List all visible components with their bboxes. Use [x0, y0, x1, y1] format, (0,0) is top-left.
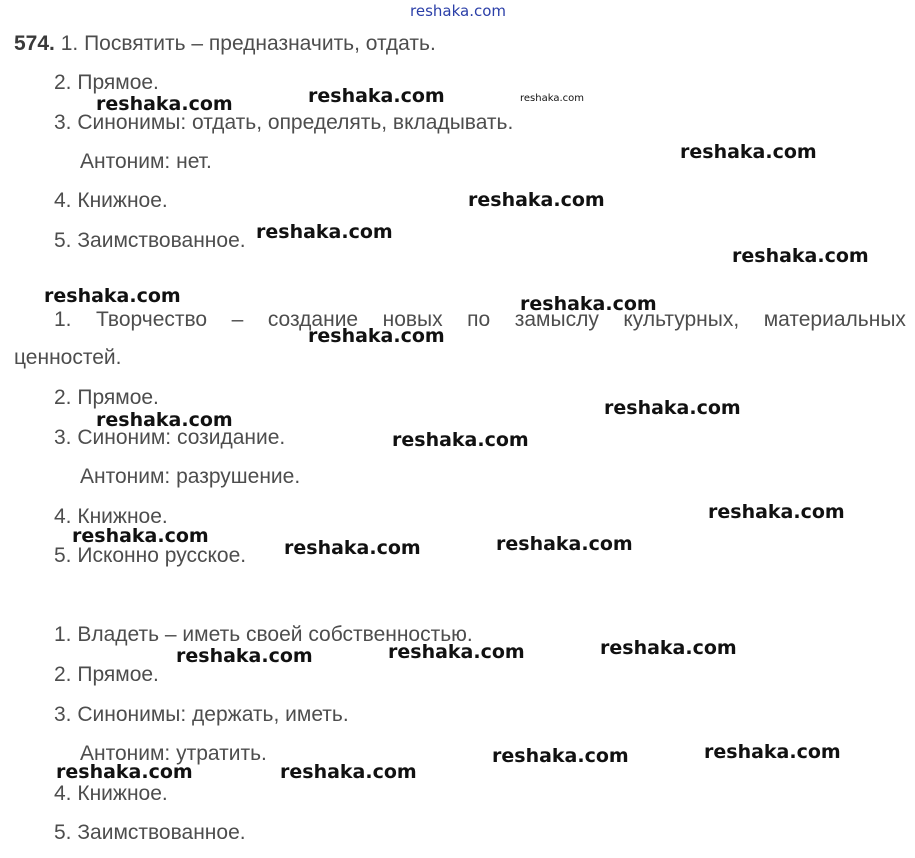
word: культурных, [623, 308, 740, 331]
watermark: reshaka.com [496, 533, 633, 555]
continuation-line: ценностей. [14, 346, 122, 369]
watermark: reshaka.com [176, 645, 313, 667]
watermark: reshaka.com [96, 93, 233, 115]
word: новых [382, 308, 443, 331]
watermark: reshaka.com [600, 637, 737, 659]
list-item: 5. Заимствованное. [54, 821, 246, 844]
list-item: 2. Прямое. [54, 386, 159, 409]
word: материальных [763, 308, 906, 331]
word: Творчество [96, 308, 208, 331]
watermark: reshaka.com [732, 245, 869, 267]
list-item: 3. Синонимы: отдать, определять, вкладывать. [54, 111, 514, 134]
watermark: reshaka.com [708, 501, 845, 523]
exercise-number: 574. [14, 32, 55, 55]
word: 1. [54, 308, 72, 331]
watermark: reshaka.com [56, 761, 193, 783]
watermark: reshaka.com [492, 745, 629, 767]
watermark: reshaka.com [284, 537, 421, 559]
watermark: reshaka.com [704, 741, 841, 763]
watermark: reshaka.com [520, 93, 584, 104]
list-item: Антоним: утратить. [80, 742, 267, 765]
watermark: reshaka.com [44, 285, 181, 307]
exercise-line-1 [14, 32, 436, 56]
word: создание [267, 308, 359, 331]
watermark: reshaka.com [468, 189, 605, 211]
word: по [467, 308, 491, 331]
list-item: 4. Книжное. [54, 505, 168, 528]
list-item: Антоним: нет. [80, 150, 212, 173]
watermark: reshaka.com [308, 85, 445, 107]
watermark: reshaka.com [96, 409, 233, 431]
word: замыслу [514, 308, 599, 331]
watermark: reshaka.com [388, 641, 525, 663]
list-item: 3. Синоним: созидание. [54, 426, 286, 449]
watermark: reshaka.com [392, 429, 529, 451]
list-item: 1. Владеть – иметь своей собственностью. [54, 623, 473, 646]
watermark: reshaka.com [680, 141, 817, 163]
list-item: 2. Прямое. [54, 663, 159, 686]
list-item: Антоним: разрушение. [80, 465, 301, 488]
watermark: reshaka.com [520, 293, 657, 315]
list-item: 4. Книжное. [54, 782, 168, 805]
header-watermark: reshaka.com [410, 2, 506, 20]
watermark: reshaka.com [604, 397, 741, 419]
list-item: 2. Прямое. [54, 71, 159, 94]
list-item: 4. Книжное. [54, 189, 168, 212]
list-item: 1. Посвятить – предназначить, отдать. [60, 32, 436, 55]
list-item: 3. Синонимы: держать, иметь. [54, 703, 349, 726]
watermark: reshaka.com [308, 325, 445, 347]
watermark: reshaka.com [72, 525, 209, 547]
justified-line [54, 308, 906, 332]
list-item: 5. Заимствованное. [54, 229, 246, 252]
watermark: reshaka.com [280, 761, 417, 783]
watermark: reshaka.com [256, 221, 393, 243]
word: – [231, 308, 244, 331]
list-item: 5. Исконно русское. [54, 544, 247, 567]
